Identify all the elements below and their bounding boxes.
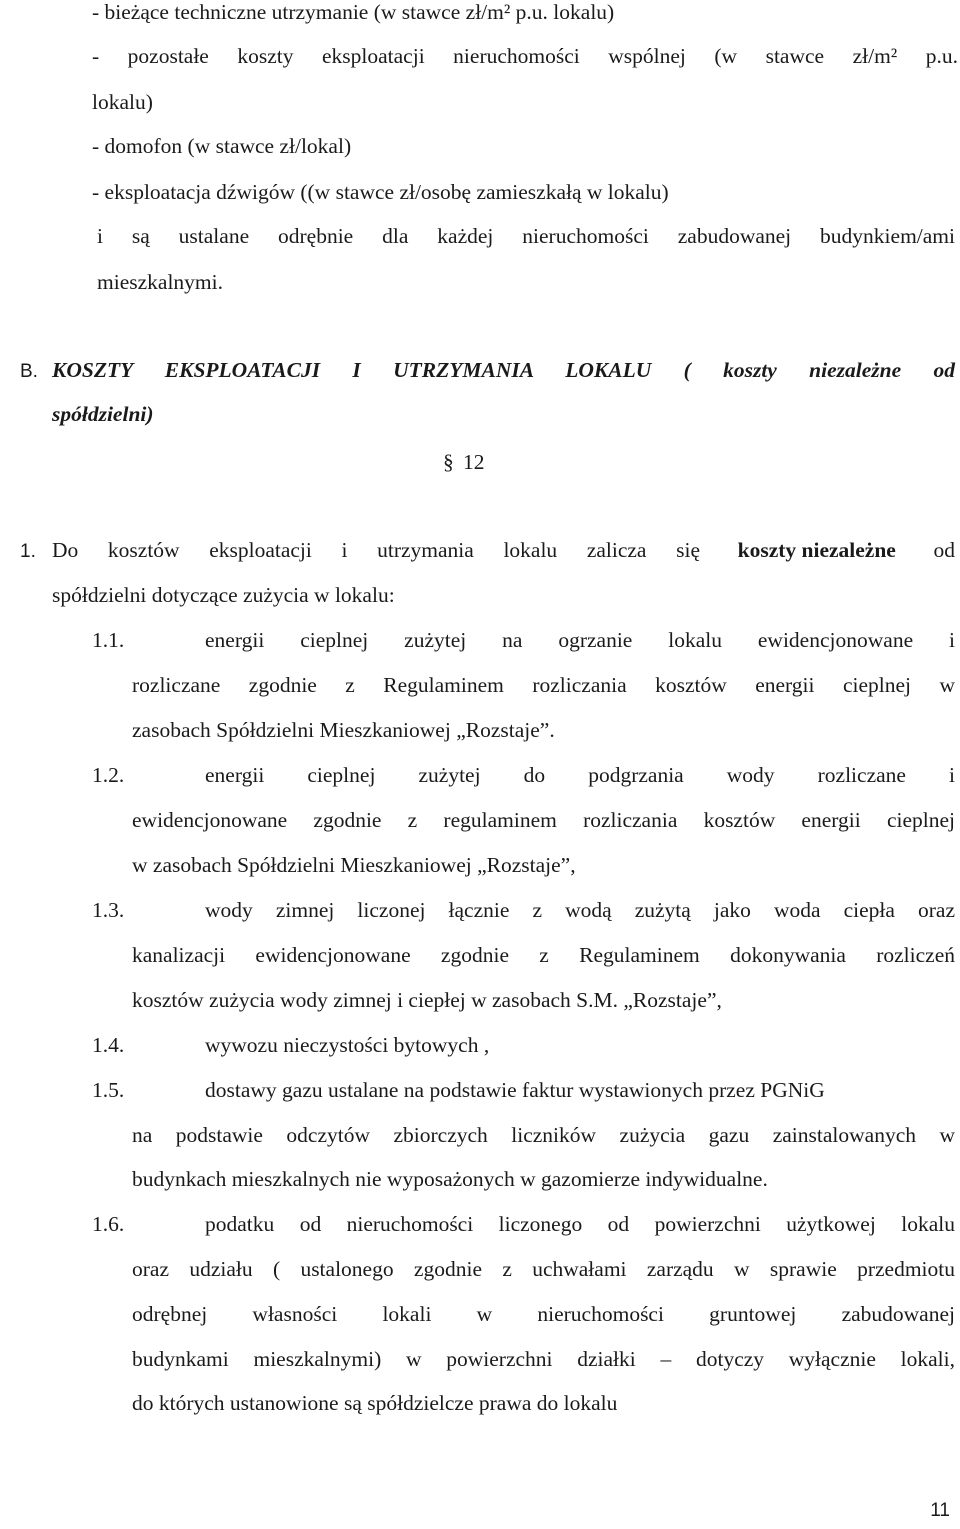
item-line: kosztów zużycia wody zimnej i ciepłej w zasobach S.M. „Rozstaje”, [132, 988, 722, 1012]
text-line: - pozostałe koszty eksploatacji nieruchomości wspólnej (w stawce zł/m² p.u. [92, 44, 958, 68]
item-line: budynkach mieszkalnych nie wyposażonych w gazomierze indywidualne. [132, 1167, 768, 1191]
item-line: ewidencjonowane zgodnie z regulaminem rozliczania kosztów energii cieplnej [132, 808, 955, 832]
item-line: do których ustanowione są spółdzielcze prawa do lokalu [132, 1391, 618, 1415]
item-number: 1.4. [92, 1033, 125, 1057]
text-line: mieszkalnymi. [97, 270, 223, 294]
item-line: budynkami mieszkalnymi) w powierzchni działki – dotyczy wyłącznie lokali, [132, 1347, 955, 1371]
section-title: KOSZTY EKSPLOATACJI I UTRZYMANIA LOKALU ( koszty niezależne od [52, 358, 955, 382]
section-title-cont: spółdzielni) [52, 402, 154, 426]
item-number: 1.6. [92, 1212, 125, 1236]
item-number: 1.1. [92, 628, 125, 652]
text-line: - domofon (w stawce zł/lokal) [92, 134, 352, 158]
section-letter: B. [20, 361, 38, 382]
point-text: Do kosztów eksploatacji i utrzymania lokalu zalicza się [52, 538, 700, 562]
item-line: wywozu nieczystości bytowych , [205, 1033, 490, 1057]
item-line: energii cieplnej zużytej do podgrzania wody rozliczane i [205, 763, 955, 787]
item-line: podatku od nieruchomości liczonego od powierzchni użytkowej lokalu [205, 1212, 955, 1236]
paragraph-symbol: § [443, 450, 454, 474]
text-line: i są ustalane odrębnie dla każdej nieruchomości zabudowanej budynkiem/ami [97, 224, 955, 248]
item-line: oraz udziału ( ustalonego zgodnie z uchwałami zarządu w sprawie przedmiotu [132, 1257, 955, 1281]
item-number: 1.2. [92, 763, 125, 787]
item-line: rozliczane zgodnie z Regulaminem rozliczania kosztów energii cieplnej w [132, 673, 955, 697]
item-line: odrębnej własności lokali w nieruchomości gruntowej zabudowanej [132, 1302, 955, 1326]
page-number: 11 [930, 1500, 950, 1521]
item-line: kanalizacji ewidencjonowane zgodnie z Regulaminem dokonywania rozliczeń [132, 943, 955, 967]
item-line: energii cieplnej zużytej na ogrzanie lokalu ewidencjonowane i [205, 628, 955, 652]
item-line: zasobach Spółdzielni Mieszkaniowej „Rozstaje”. [132, 718, 555, 742]
text-line: - bieżące techniczne utrzymanie (w stawce zł/m² p.u. lokalu) [92, 0, 615, 24]
paragraph-number: 12 [463, 450, 485, 474]
item-line: w zasobach Spółdzielni Mieszkaniowej „Rozstaje”, [132, 853, 576, 877]
point-text: od [933, 538, 955, 562]
item-number: 1.5. [92, 1078, 125, 1102]
point-text-bold: koszty niezależne [737, 538, 896, 562]
text-line: - eksploatacja dźwigów ((w stawce zł/osobę zamieszkałą w lokalu) [92, 180, 669, 204]
item-line: na podstawie odczytów zbiorczych liczników zużycia gazu zainstalowanych w [132, 1123, 955, 1147]
item-line: dostawy gazu ustalane na podstawie faktur wystawionych przez PGNiG [205, 1078, 825, 1102]
text-line: lokalu) [92, 90, 153, 114]
item-number: 1.3. [92, 898, 125, 922]
point-line: spółdzielni dotyczące zużycia w lokalu: [52, 583, 395, 607]
point-line [52, 536, 955, 564]
point-number: 1. [20, 541, 36, 562]
item-line: wody zimnej liczonej łącznie z wodą zużytą jako woda ciepła oraz [205, 898, 955, 922]
